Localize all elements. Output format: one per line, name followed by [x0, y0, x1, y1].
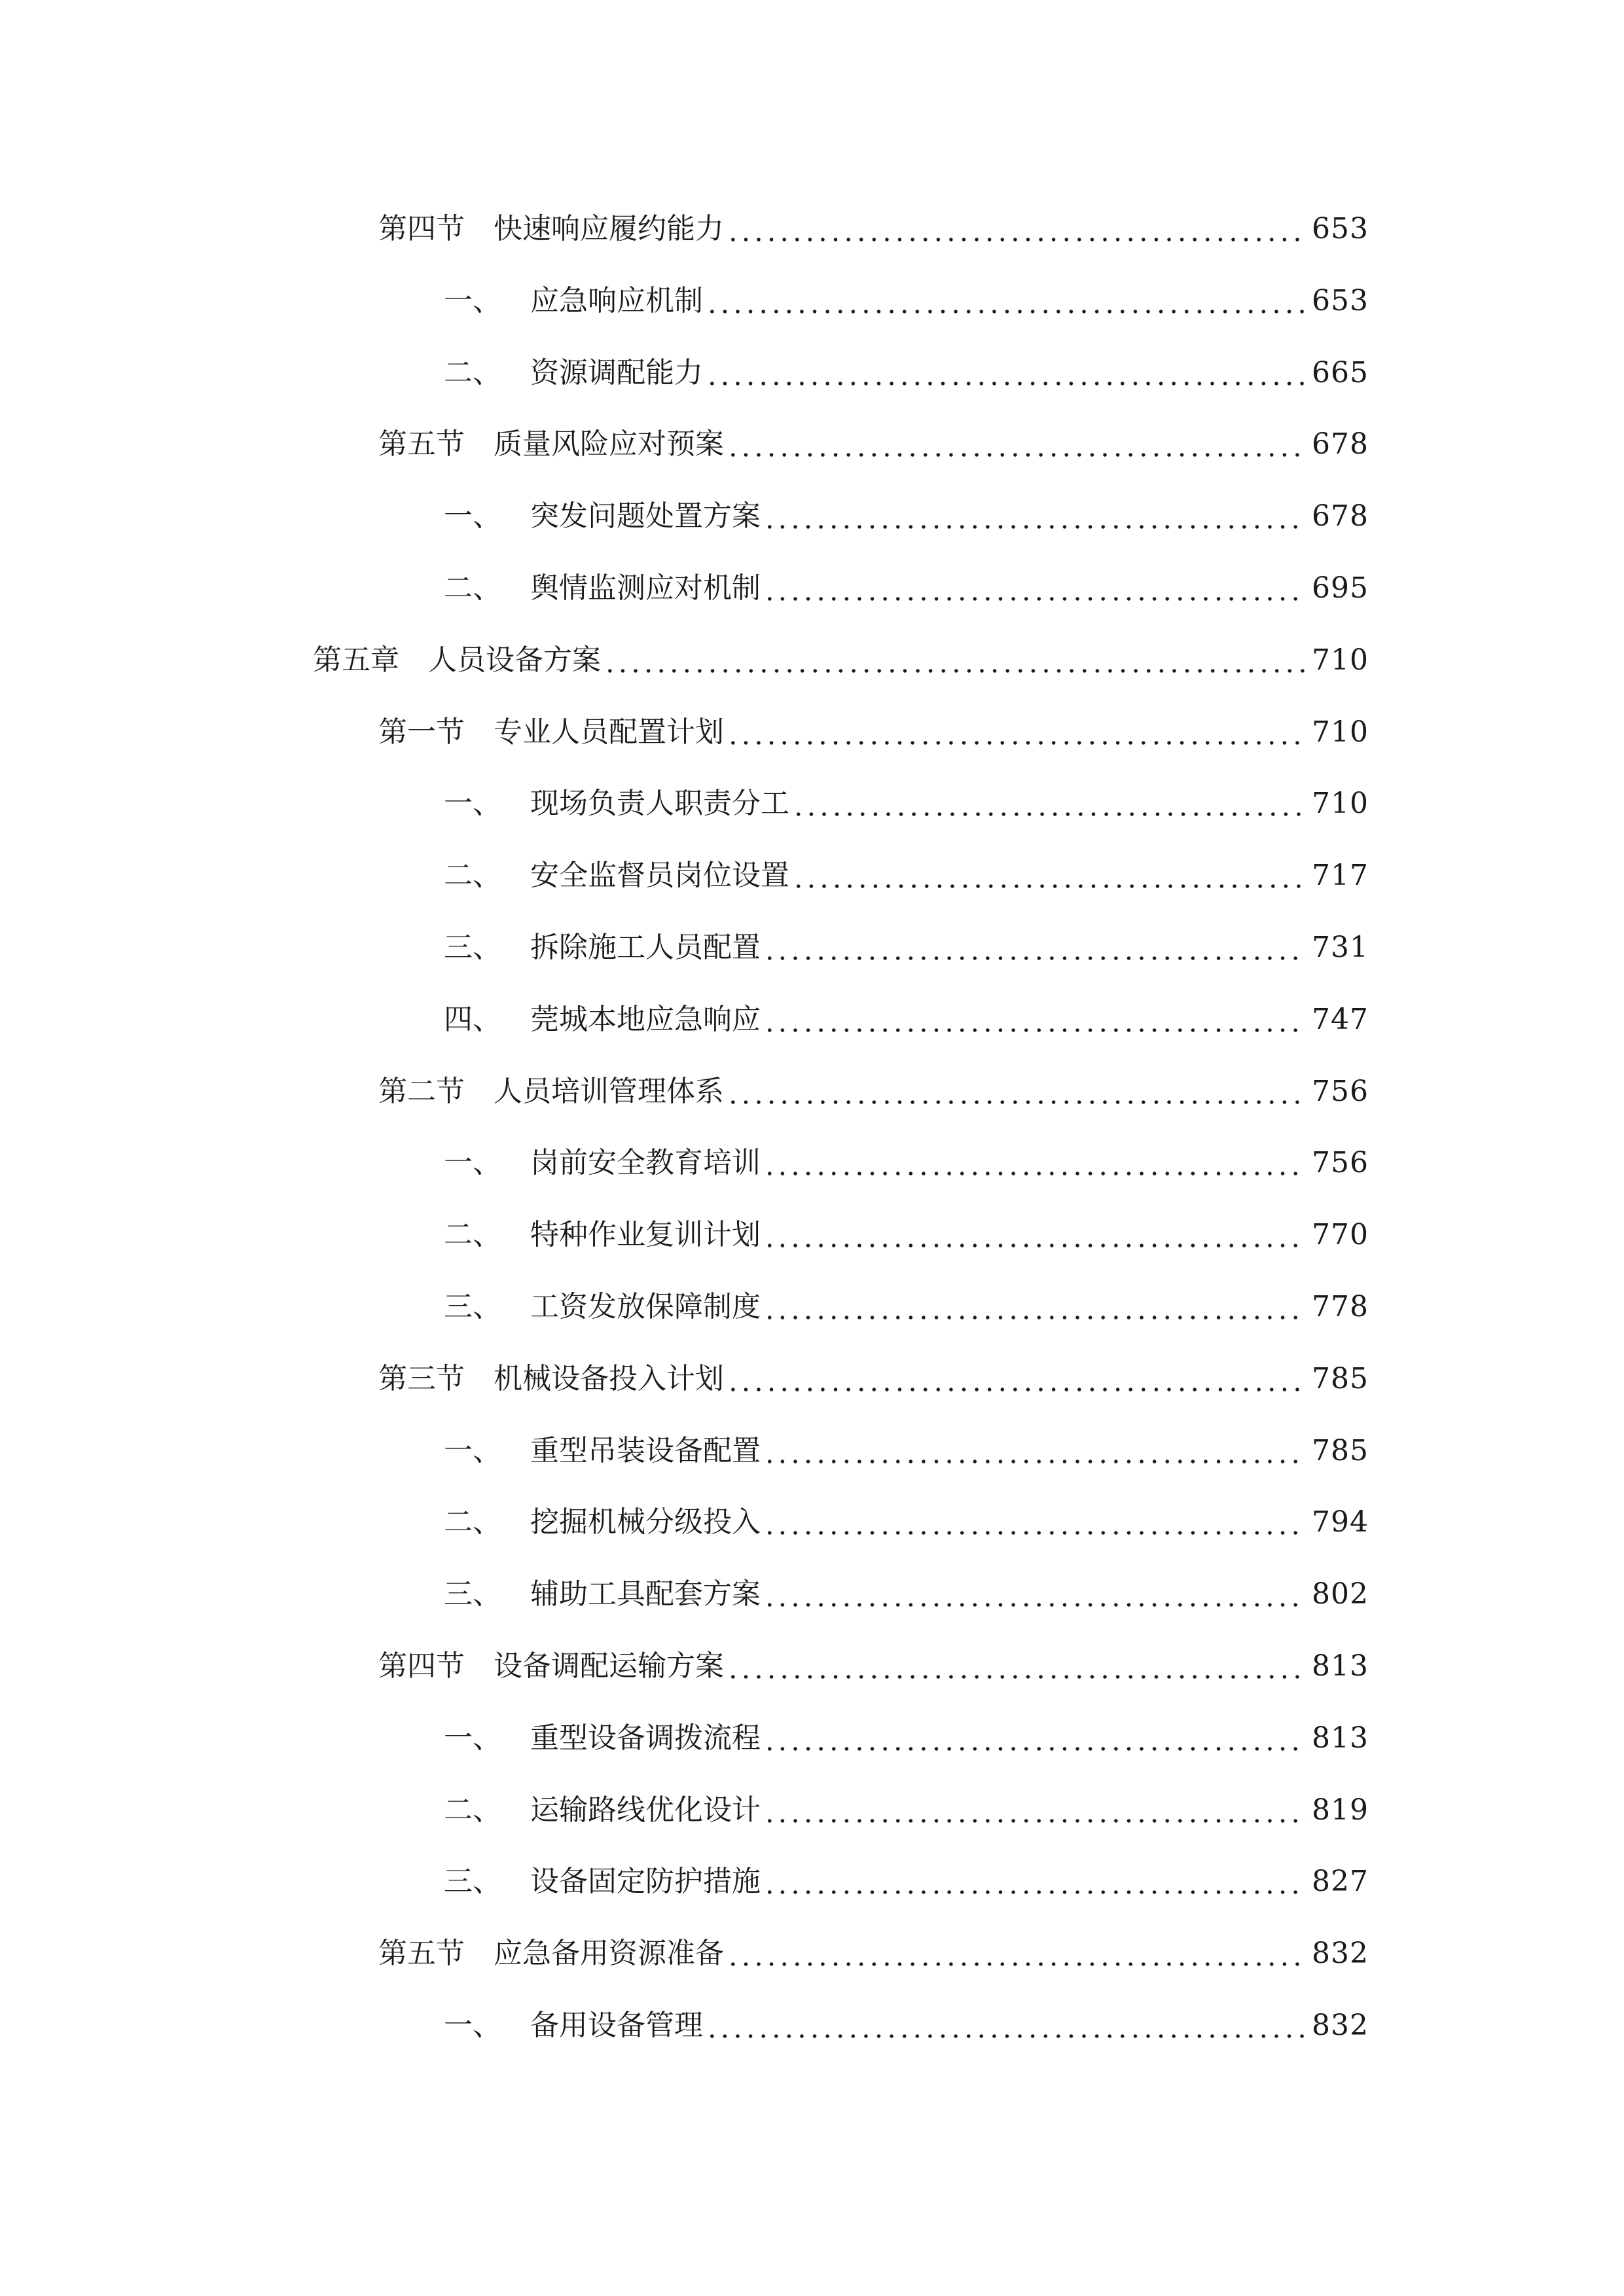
toc-page-number: 770 [1312, 1218, 1369, 1252]
dot-leader [706, 275, 1307, 327]
toc-entry-number: 一、 [444, 499, 501, 533]
toc-page-number: 731 [1312, 931, 1369, 964]
toc-entry-title: 专业人员配置计划 [494, 715, 724, 749]
toc-entry-number: 第五章 [313, 643, 399, 677]
toc-entry-label [378, 203, 724, 255]
toc-entry-title: 特种作业复训计划 [530, 1218, 761, 1252]
toc-entry-title: 舆情监测应对机制 [530, 571, 761, 605]
toc-entry-number: 第四节 [378, 212, 465, 245]
toc-entry-title: 挖掘机械分级投入 [530, 1505, 761, 1539]
toc-entry-number: 第一节 [378, 715, 465, 749]
dot-leader [763, 1712, 1307, 1765]
dot-leader [727, 1640, 1307, 1693]
dot-leader [763, 994, 1307, 1046]
toc-page-number: 665 [1312, 355, 1369, 389]
toc-entry-title: 运输路线优化设计 [530, 1793, 761, 1827]
toc-subsection-entry[interactable] [444, 1568, 1369, 1621]
toc-page-number: 678 [1312, 499, 1369, 533]
toc-entry-label [444, 778, 789, 830]
toc-entry-title: 拆除施工人员配置 [530, 931, 761, 964]
toc-section-entry[interactable] [378, 1640, 1369, 1693]
toc-subsection-entry[interactable] [444, 850, 1369, 902]
toc-section-entry[interactable] [378, 1066, 1369, 1118]
dot-leader [763, 1784, 1307, 1837]
toc-entry-label [444, 1281, 761, 1333]
dot-leader [792, 778, 1307, 830]
toc-page-number: 717 [1312, 859, 1369, 893]
toc-page-number: 710 [1312, 643, 1369, 677]
toc-entry-number: 第五节 [378, 427, 465, 461]
toc-entry-number: 三、 [444, 1577, 501, 1611]
toc-page-number: 756 [1312, 1074, 1369, 1108]
dot-leader [763, 1856, 1307, 1908]
toc-page-number: 819 [1312, 1793, 1369, 1827]
toc-section-entry[interactable] [378, 706, 1369, 759]
dot-leader [727, 203, 1307, 255]
toc-entry-number: 一、 [444, 1721, 501, 1755]
toc-entry-label [444, 275, 703, 327]
toc-section-entry[interactable] [378, 1353, 1369, 1405]
toc-entry-number: 二、 [444, 859, 501, 893]
toc-entry-label [444, 1784, 761, 1837]
dot-leader [727, 418, 1307, 471]
dot-leader [763, 1425, 1307, 1477]
toc-entry-label [444, 994, 761, 1046]
dot-leader [763, 1137, 1307, 1189]
toc-subsection-entry[interactable] [444, 347, 1369, 399]
toc-page-number: 695 [1312, 571, 1369, 605]
toc-page-number: 802 [1312, 1577, 1369, 1611]
toc-section-entry[interactable] [378, 418, 1369, 471]
toc-entry-title: 人员培训管理体系 [494, 1074, 724, 1108]
toc-page-number: 778 [1312, 1290, 1369, 1323]
toc-entry-label [378, 1640, 724, 1693]
dot-leader [763, 1496, 1307, 1549]
toc-entry-label [378, 418, 724, 471]
toc-entry-number: 二、 [444, 1218, 501, 1252]
toc-entry-label [444, 2000, 703, 2052]
toc-entry-label [444, 1568, 761, 1621]
dot-leader [604, 634, 1307, 687]
dot-leader [763, 562, 1307, 615]
toc-entry-label [444, 1712, 761, 1765]
toc-entry-title: 备用设备管理 [530, 2009, 703, 2042]
toc-subsection-entry[interactable] [444, 1784, 1369, 1837]
toc-entry-number: 一、 [444, 787, 501, 821]
toc-entry-title: 质量风险应对预案 [494, 427, 724, 461]
toc-page-number: 813 [1312, 1649, 1369, 1683]
toc-entry-label [444, 850, 789, 902]
toc-entry-title: 辅助工具配套方案 [530, 1577, 761, 1611]
dot-leader [763, 1281, 1307, 1333]
toc-entry-number: 第四节 [378, 1649, 465, 1683]
toc-entry-title: 机械设备投入计划 [494, 1361, 724, 1395]
dot-leader [792, 850, 1307, 902]
toc-entry-label [378, 1066, 724, 1118]
toc-entry-label [444, 562, 761, 615]
toc-entry-title: 莞城本地应急响应 [530, 1002, 761, 1036]
toc-entry-label [444, 1856, 761, 1908]
toc-subsection-entry[interactable] [444, 778, 1369, 830]
toc-page-number: 832 [1312, 2009, 1369, 2042]
toc-entry-title: 应急备用资源准备 [494, 1937, 724, 1971]
toc-page-number: 794 [1312, 1505, 1369, 1539]
toc-entry-number: 三、 [444, 1865, 501, 1899]
toc-entry-label [444, 347, 703, 399]
toc-entry-title: 应急响应机制 [530, 283, 703, 317]
toc-entry-label [444, 1209, 761, 1261]
toc-entry-number: 二、 [444, 355, 501, 389]
toc-page-number: 785 [1312, 1361, 1369, 1395]
toc-entry-title: 设备固定防护措施 [530, 1865, 761, 1899]
toc-page-number: 710 [1312, 787, 1369, 821]
toc-entry-number: 第五节 [378, 1937, 465, 1971]
dot-leader [727, 1066, 1307, 1118]
dot-leader [727, 1928, 1307, 1980]
toc-entry-title: 快速响应履约能力 [494, 212, 724, 245]
toc-entry-label [444, 1425, 761, 1477]
toc-page-number: 832 [1312, 1937, 1369, 1971]
toc-subsection-entry[interactable] [444, 1281, 1369, 1333]
dot-leader [727, 1353, 1307, 1405]
toc-entry-title: 安全监督员岗位设置 [530, 859, 789, 893]
toc-page-number: 813 [1312, 1721, 1369, 1755]
dot-leader [727, 706, 1307, 759]
toc-subsection-entry[interactable] [444, 1856, 1369, 1908]
toc-page-number: 678 [1312, 427, 1369, 461]
toc-entry-title: 设备调配运输方案 [494, 1649, 724, 1683]
dot-leader [763, 1209, 1307, 1261]
toc-entry-label [378, 706, 724, 759]
toc-subsection-entry[interactable] [444, 1137, 1369, 1189]
toc-entry-number: 二、 [444, 1793, 501, 1827]
dot-leader [706, 2000, 1307, 2052]
toc-page-number: 756 [1312, 1146, 1369, 1180]
toc-entry-label [313, 634, 601, 687]
toc-entry-number: 二、 [444, 1505, 501, 1539]
toc-subsection-entry[interactable] [444, 994, 1369, 1046]
toc-entry-number: 一、 [444, 2009, 501, 2042]
toc-entry-number: 第三节 [378, 1361, 465, 1395]
toc-entry-title: 岗前安全教育培训 [530, 1146, 761, 1180]
dot-leader [763, 922, 1307, 974]
toc-entry-number: 一、 [444, 1146, 501, 1180]
toc-entry-title: 重型设备调拨流程 [530, 1721, 761, 1755]
toc-section-entry[interactable] [378, 1928, 1369, 1980]
toc-entry-number: 一、 [444, 283, 501, 317]
toc-page-number: 785 [1312, 1433, 1369, 1467]
toc-chapter-entry[interactable] [313, 634, 1369, 687]
toc-entry-number: 第二节 [378, 1074, 465, 1108]
toc-entry-number: 二、 [444, 571, 501, 605]
toc-entry-title: 人员设备方案 [428, 643, 601, 677]
toc-subsection-entry[interactable] [444, 562, 1369, 615]
toc-page-number: 827 [1312, 1865, 1369, 1899]
toc-subsection-entry[interactable] [444, 275, 1369, 327]
toc-subsection-entry[interactable] [444, 922, 1369, 974]
toc-entry-label [378, 1928, 724, 1980]
toc-subsection-entry[interactable] [444, 1496, 1369, 1549]
toc-subsection-entry[interactable] [444, 2000, 1369, 2052]
toc-page-number: 653 [1312, 283, 1369, 317]
toc-entry-number: 一、 [444, 1433, 501, 1467]
toc-subsection-entry[interactable] [444, 490, 1369, 543]
toc-subsection-entry[interactable] [444, 1209, 1369, 1261]
toc-entry-title: 资源调配能力 [530, 355, 703, 389]
toc-page-number: 653 [1312, 212, 1369, 245]
toc-section-entry[interactable] [378, 203, 1369, 255]
toc-entry-title: 工资发放保障制度 [530, 1290, 761, 1323]
dot-leader [763, 1568, 1307, 1621]
dot-leader [706, 347, 1307, 399]
toc-subsection-entry[interactable] [444, 1712, 1369, 1765]
dot-leader [763, 490, 1307, 543]
toc-entry-title: 突发问题处置方案 [530, 499, 761, 533]
toc-entry-label [444, 922, 761, 974]
toc-entry-title: 重型吊装设备配置 [530, 1433, 761, 1467]
toc-entry-title: 现场负责人职责分工 [530, 787, 789, 821]
toc-page-number: 710 [1312, 715, 1369, 749]
toc-entry-label [444, 1137, 761, 1189]
toc-entry-label [444, 490, 761, 543]
toc-subsection-entry[interactable] [444, 1425, 1369, 1477]
toc-entry-label [378, 1353, 724, 1405]
toc-entry-number: 三、 [444, 1290, 501, 1323]
toc-page-number: 747 [1312, 1002, 1369, 1036]
toc-entry-number: 三、 [444, 931, 501, 964]
toc-entry-label [444, 1496, 761, 1549]
toc-entry-number: 四、 [444, 1002, 501, 1036]
